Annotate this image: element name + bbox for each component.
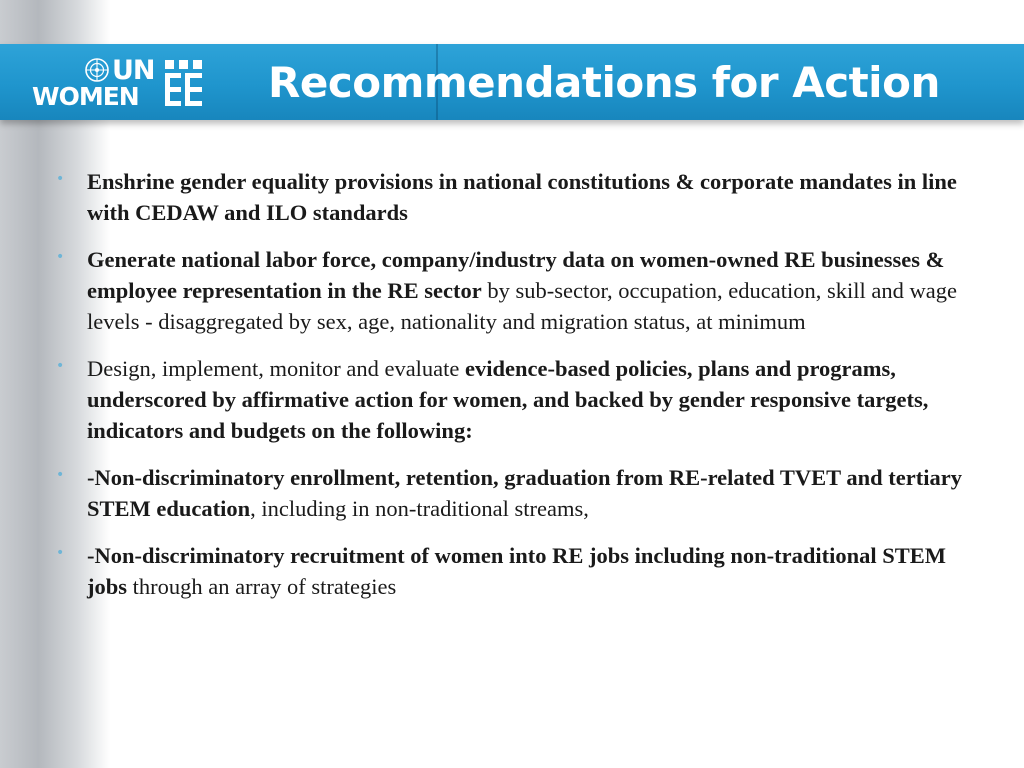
bullet-icon: •: [56, 358, 65, 374]
bullet-regular-text: Design, implement, monitor and evaluate: [87, 356, 466, 381]
bullet-regular-text: by sub-sector, occupation, education, skill and wage levels - disaggregated by sex, age, nationality and migration status, at minimum: [87, 278, 957, 334]
un-women-symbol-icon: [163, 58, 205, 108]
bullet-regular-text: , including in non-traditional streams,: [250, 496, 589, 521]
list-item: [56, 244, 976, 337]
bullet-bold-text: Enshrine gender equality provisions in national constitutions & corporate mandates in line with CEDAW and ILO standards: [87, 169, 957, 225]
un-women-logo: [32, 54, 212, 110]
bullet-icon: •: [56, 545, 65, 561]
list-item: [56, 540, 976, 602]
list-item: [56, 166, 976, 228]
recommendations-list: [56, 166, 976, 618]
bullet-bold-text: -Non-discriminatory enrollment, retention, graduation from RE-related TVET and tertiary STEM education: [87, 465, 962, 521]
bullet-bold-text: evidence-based policies, plans and programs, underscored by affirmative action for women, and backed by gender responsive targets, indicators and budgets on the following:: [87, 356, 929, 443]
bullet-icon: •: [56, 467, 65, 483]
logo-women-text: WOMEN: [32, 82, 139, 111]
bullet-bold-text: Generate national labor force, company/industry data on women-owned RE businesses & employee representation in the RE sector: [87, 247, 945, 303]
bullet-icon: •: [56, 249, 65, 265]
bullet-icon: •: [56, 171, 65, 187]
un-emblem-icon: [84, 57, 110, 83]
bullet-bold-text: -Non-discriminatory recruitment of women into RE jobs including non-traditional STEM jobs: [87, 543, 946, 599]
bullet-regular-text: through an array of strategies: [127, 574, 397, 599]
list-item: [56, 462, 976, 524]
slide-title: Recommendations for Action: [268, 58, 940, 107]
list-item: [56, 353, 976, 446]
title-band: [0, 44, 1024, 120]
logo-un-text: UN: [112, 55, 155, 86]
